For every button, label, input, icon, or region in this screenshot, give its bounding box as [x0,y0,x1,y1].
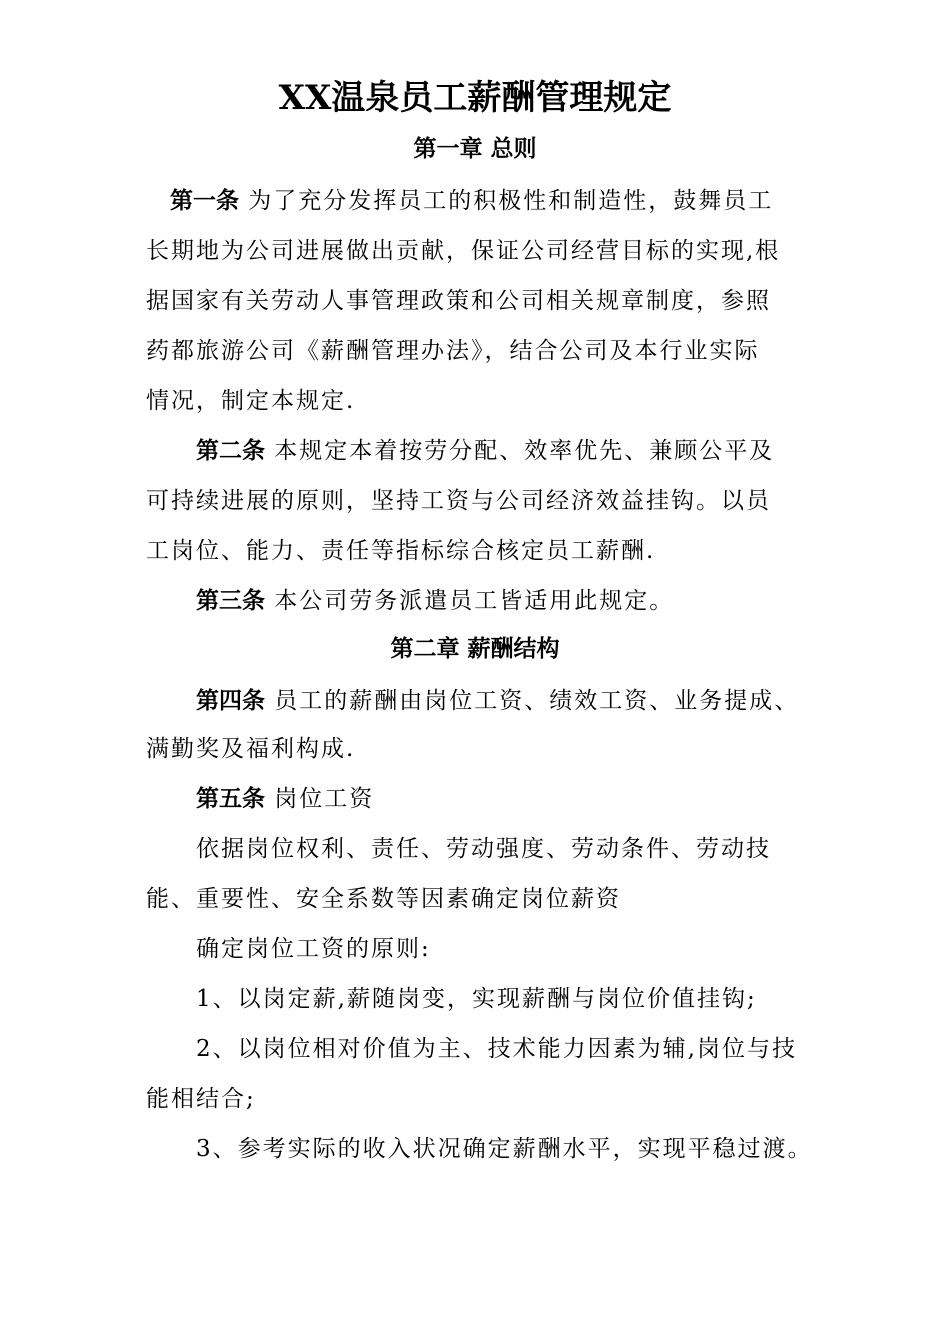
document-title: XX温泉员工薪酬管理规定 [278,78,672,118]
article-1-line-1 [170,186,773,216]
article-4-line-1 [196,686,799,716]
article-1-line-5: 情况，制定本规定. [146,388,356,414]
article-5-line-1 [196,784,374,814]
article-1-line-2: 长期地为公司进展做出贡献，保证公司经营目标的实现,根 [146,238,781,264]
article-3-line-1 [196,586,674,616]
article-2-label: 第二条 [196,438,265,464]
article-3-text-1: 本公司劳务派遣员工皆适用此规定。 [265,588,675,614]
principle-3: 3、参考实际的收入状况确定薪酬水平，实现平稳过渡。 [196,1136,813,1162]
principle-2-line-2: 能相结合; [146,1086,256,1112]
article-5-text-1: 岗位工资 [265,786,375,812]
article-1-line-3: 据国家有关劳动人事管理政策和公司相关规章制度，参照 [146,288,771,314]
principle-2-line-1: 2、以岗位相对价值为主、技术能力因素为辅,岗位与技 [196,1036,797,1062]
principles-heading: 确定岗位工资的原则: [196,936,431,962]
chapter-1-heading: 第一章 总则 [413,135,537,162]
article-4-line-2: 满勤奖及福利构成. [146,736,356,762]
article-1-text-1: 为了充分发挥员工的积极性和制造性，鼓舞员工 [239,188,774,214]
article-2-text-1: 本规定本着按劳分配、效率优先、兼顾公平及 [265,438,775,464]
article-4-label: 第四条 [196,688,265,714]
article-2-line-3: 工岗位、能力、责任等指标综合核定员工薪酬. [146,538,656,564]
principle-1: 1、以岗定薪,薪随岗变，实现薪酬与岗位价值挂钩; [196,986,757,1012]
article-4-text-1: 员工的薪酬由岗位工资、绩效工资、业务提成、 [265,688,800,714]
article-1-label: 第一条 [170,188,239,214]
basis-line-1: 依据岗位权利、责任、劳动强度、劳动条件、劳动技 [196,836,771,862]
article-2-line-1 [196,436,774,466]
article-5-label: 第五条 [196,786,265,812]
article-1-line-4: 药都旅游公司《薪酬管理办法》，结合公司及本行业实际 [146,338,760,364]
basis-line-2: 能、重要性、安全系数等因素确定岗位薪资 [146,886,621,912]
article-2-line-2: 可持续进展的原则，坚持工资与公司经济效益挂钩。以员 [146,488,771,514]
chapter-2-heading: 第二章 薪酬结构 [390,635,560,662]
article-3-label: 第三条 [196,588,265,614]
